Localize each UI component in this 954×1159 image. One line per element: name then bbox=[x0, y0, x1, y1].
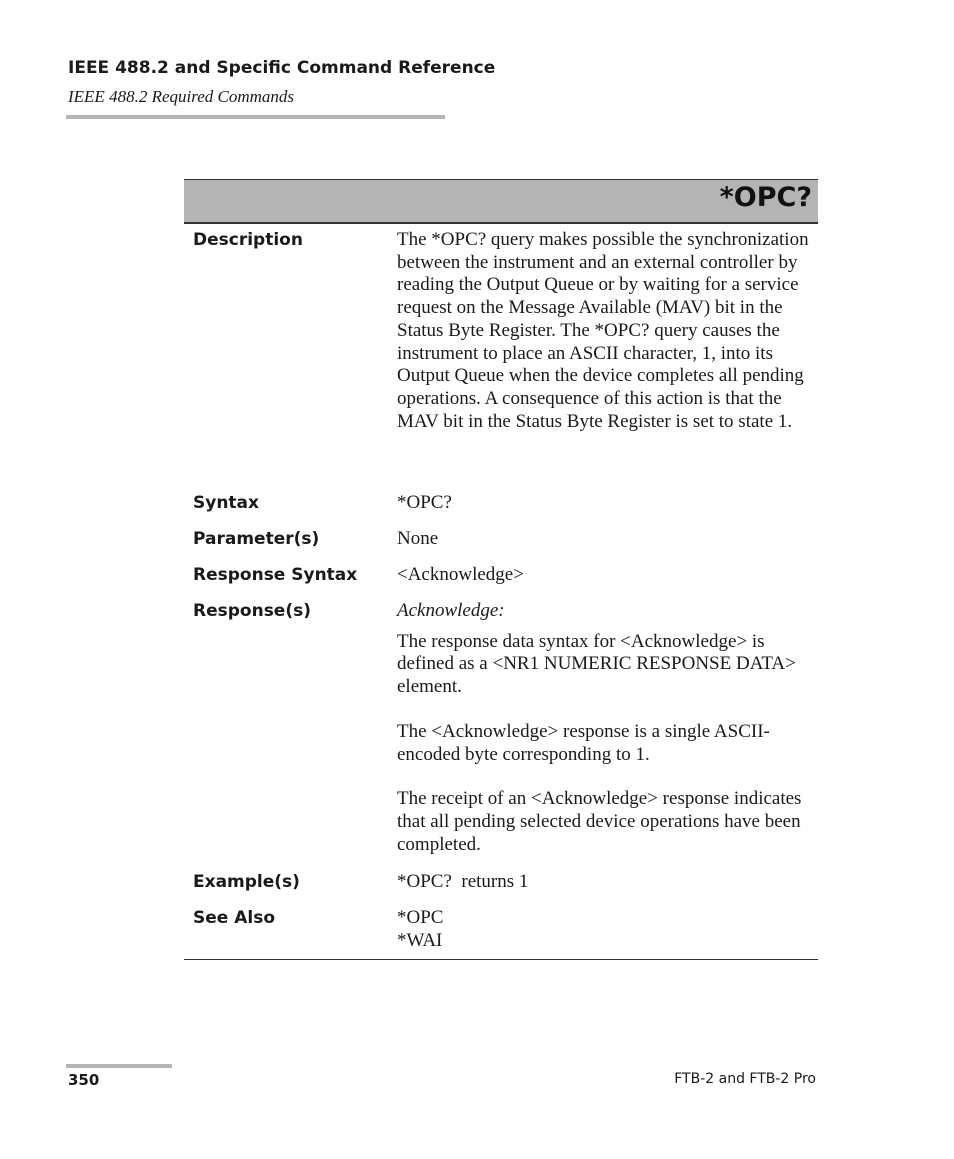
examples-value: *OPC? returns 1 bbox=[397, 871, 529, 892]
see-also-item: *WAI bbox=[397, 929, 443, 951]
syntax-value: *OPC? bbox=[397, 492, 452, 513]
parameters-label: Parameter(s) bbox=[193, 529, 320, 549]
responses-paragraph: The receipt of an <Acknowledge> response indicates that all pending selected device operations have been completed. bbox=[397, 788, 802, 855]
header-divider bbox=[66, 115, 445, 119]
command-header-bar bbox=[184, 179, 818, 224]
responses-heading: Acknowledge: bbox=[397, 600, 505, 621]
footer-divider bbox=[66, 1064, 172, 1068]
command-title: *OPC? bbox=[719, 182, 812, 213]
description-label: Description bbox=[193, 230, 303, 250]
response-syntax-label: Response Syntax bbox=[193, 565, 358, 585]
see-also-label: See Also bbox=[193, 908, 276, 928]
response-syntax-value: <Acknowledge> bbox=[397, 564, 524, 585]
parameters-value: None bbox=[397, 528, 439, 549]
see-also-list bbox=[397, 907, 817, 952]
responses-paragraph: The response data syntax for <Acknowledge> is defined as a <NR1 NUMERIC RESPONSE DATA> element. bbox=[397, 630, 796, 698]
examples-label: Example(s) bbox=[193, 872, 300, 892]
syntax-label: Syntax bbox=[193, 493, 259, 513]
product-name: FTB-2 and FTB-2 Pro bbox=[674, 1071, 816, 1087]
description-text: The *OPC? query makes possible the synchronization between the instrument and an external controller by reading the Output Queue or by waiting for a service request on the Message Available (MAV) bit in the Status Byte Register. The *OPC? query causes the instrument to place an ASCII character, 1, into its Output Queue when the device completes all pending operations. A consequence of this action is that the MAV bit in the Status Byte Register is set to state 1. bbox=[397, 229, 809, 432]
responses-value bbox=[397, 600, 817, 856]
section-subtitle: IEEE 488.2 Required Commands bbox=[68, 87, 295, 106]
section-title: IEEE 488.2 and Specific Command Reference bbox=[68, 58, 496, 78]
page-number: 350 bbox=[68, 1071, 100, 1089]
responses-label: Response(s) bbox=[193, 601, 311, 621]
responses-paragraph: The <Acknowledge> response is a single ASCII-encoded byte corresponding to 1. bbox=[397, 720, 770, 765]
table-bottom-rule bbox=[184, 959, 818, 960]
see-also-item: *OPC bbox=[397, 907, 444, 928]
